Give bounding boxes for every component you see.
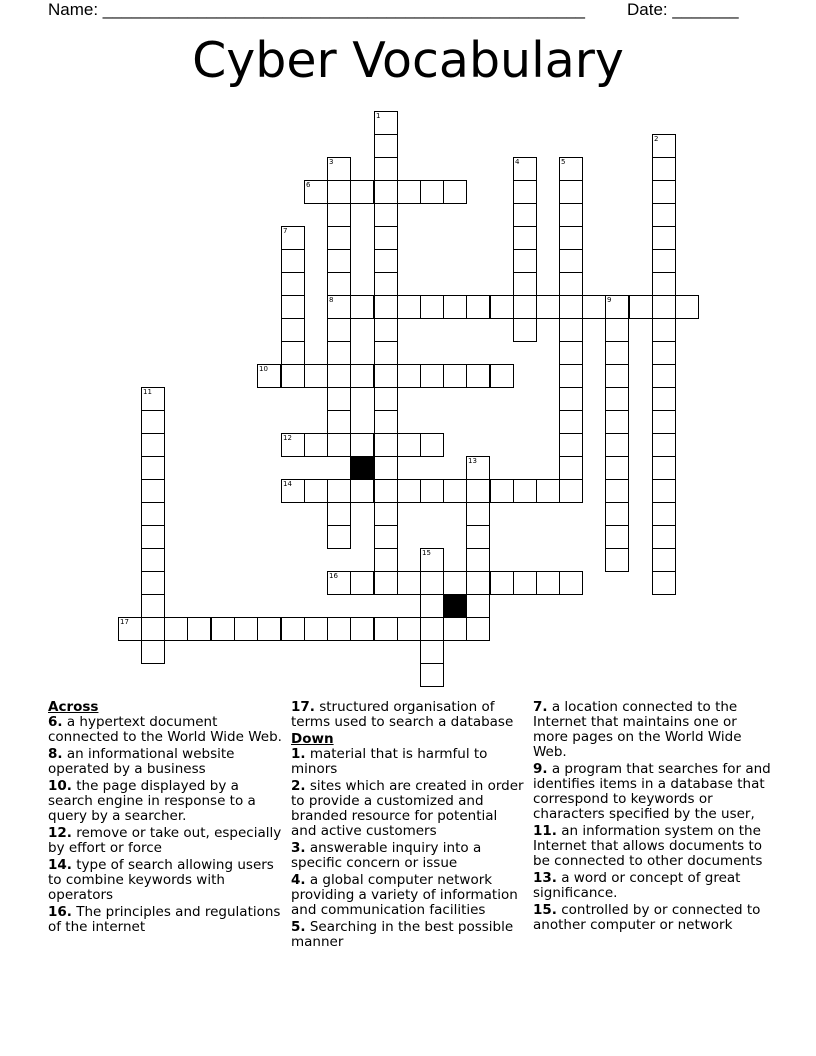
grid-cell[interactable] [374,548,398,572]
grid-cell[interactable] [513,272,537,296]
grid-cell[interactable] [582,295,606,319]
grid-cell[interactable] [420,433,444,457]
grid-cell[interactable] [257,617,281,641]
grid-cell[interactable] [652,272,676,296]
grid-cell[interactable] [281,617,305,641]
grid-cell[interactable] [350,180,374,204]
grid-cell[interactable] [420,479,444,503]
grid-cell[interactable] [281,433,305,457]
grid-cell[interactable] [327,203,351,227]
across-clue-6: 6. a hypertext document connected to the World Wide Web. [48,714,282,745]
grid-cell[interactable] [187,617,211,641]
grid-cell[interactable] [652,295,676,319]
clue-number: 10 [259,365,268,373]
grid-cell[interactable] [559,180,583,204]
grid-cell[interactable] [420,364,444,388]
across-heading: Across [48,699,99,715]
grid-cell[interactable] [281,479,305,503]
grid-cell[interactable] [652,548,676,572]
grid-cell[interactable] [605,318,629,342]
grid-cell[interactable] [374,111,398,135]
grid-cell[interactable] [374,617,398,641]
grid-cell[interactable] [327,318,351,342]
clue-number: 3 [329,158,334,166]
grid-cell[interactable] [327,341,351,365]
across-clue-8: 8. an informational website operated by a business [48,746,235,777]
grid-cell[interactable] [559,341,583,365]
grid-cell[interactable] [327,226,351,250]
grid-cell[interactable] [466,548,490,572]
grid-cell[interactable] [141,640,165,664]
clue-number: 5 [561,158,566,166]
clue-number: 6 [306,181,311,189]
grid-cell[interactable] [327,295,351,319]
grid-cell[interactable] [536,479,560,503]
grid-cell[interactable] [559,295,583,319]
grid-cell[interactable] [605,387,629,411]
grid-cell[interactable] [374,387,398,411]
grid-cell[interactable] [304,433,328,457]
grid-cell[interactable] [374,571,398,595]
grid-cell[interactable] [374,226,398,250]
grid-cell[interactable] [141,502,165,526]
grid-cell[interactable] [652,456,676,480]
grid-cell[interactable] [559,272,583,296]
across-clue-17: 17. structured organisation of terms used to search a database [291,699,514,730]
grid-cell[interactable] [350,364,374,388]
grid-cell[interactable] [397,571,421,595]
grid-cell[interactable] [536,571,560,595]
grid-cell[interactable] [374,180,398,204]
grid-cell[interactable] [536,295,560,319]
grid-cell[interactable] [559,364,583,388]
grid-cell[interactable] [327,617,351,641]
grid-cell[interactable] [350,617,374,641]
grid-cell[interactable] [374,203,398,227]
grid-cell[interactable] [466,295,490,319]
grid-cell[interactable] [652,502,676,526]
clue-number: 12 [283,434,292,442]
grid-cell[interactable] [281,364,305,388]
grid-cell[interactable] [513,226,537,250]
clue-number: 13 [468,457,477,465]
grid-cell[interactable] [281,272,305,296]
grid-cell[interactable] [164,617,188,641]
grid-cell[interactable] [374,479,398,503]
grid-cell[interactable] [652,318,676,342]
grid-cell[interactable] [141,387,165,411]
grid-cell[interactable] [327,410,351,434]
grid-cell[interactable] [652,433,676,457]
grid-cell[interactable] [605,456,629,480]
down-clue-3: 3. answerable inquiry into a specific concern or issue [291,840,482,871]
grid-cell[interactable] [652,134,676,158]
grid-cell[interactable] [234,617,258,641]
grid-cell[interactable] [652,479,676,503]
grid-cell[interactable] [559,226,583,250]
clue-number: 14 [283,480,292,488]
down-clue-15: 15. controlled by or connected to another computer or network [533,902,761,933]
clue-number: 9 [607,296,612,304]
grid-cell[interactable] [350,571,374,595]
down-clue-11: 11. an information system on the Internet that allows documents to be connected to other documents [533,823,763,869]
grid-cell[interactable] [443,295,467,319]
down-clue-5: 5. Searching in the best possible manner [291,919,514,950]
grid-cell[interactable] [466,594,490,618]
grid-cell[interactable] [605,410,629,434]
down-clue-4: 4. a global computer network providing a variety of information and communication facilities [291,872,518,918]
grid-cell[interactable] [420,548,444,572]
clue-number: 2 [654,135,659,143]
down-clue-2: 2. sites which are created in order to provide a customized and branded resource for potential and active customers [291,778,524,839]
grid-cell[interactable] [141,433,165,457]
grid-cell[interactable] [652,341,676,365]
grid-cell[interactable] [141,571,165,595]
clue-number: 7 [283,227,288,235]
grid-cell[interactable] [281,295,305,319]
clue-number: 8 [329,296,334,304]
grid-cell[interactable] [327,525,351,549]
grid-cell[interactable] [605,433,629,457]
grid-cell[interactable] [420,295,444,319]
grid-cell[interactable] [281,249,305,273]
grid-cell[interactable] [652,180,676,204]
grid-cell[interactable] [652,364,676,388]
grid-cell[interactable] [374,341,398,365]
across-clue-16: 16. The principles and regulations of the internet [48,904,281,935]
grid-cell[interactable] [605,548,629,572]
name-field[interactable]: Name: ___________________________________________________ [48,0,585,19]
across-clue-12: 12. remove or take out, especially by effort or force [48,825,282,856]
grid-cell[interactable] [513,249,537,273]
across-clue-14: 14. type of search allowing users to combine keywords with operators [48,857,274,903]
grid-cell[interactable] [652,249,676,273]
grid-cell[interactable] [397,295,421,319]
down-clue-7: 7. a location connected to the Internet that maintains one or more pages on the World Wide Web. [533,699,742,760]
grid-cell[interactable] [513,479,537,503]
grid-cell[interactable] [605,502,629,526]
grid-cell[interactable] [327,272,351,296]
clue-column-2 [291,700,526,952]
down-heading: Down [291,731,334,747]
grid-cell[interactable] [141,456,165,480]
grid-cell[interactable] [675,295,699,319]
grid-cell[interactable] [513,571,537,595]
grid-cell[interactable] [559,571,583,595]
grid-cell[interactable] [327,249,351,273]
clue-number: 11 [143,388,152,396]
grid-cell[interactable] [652,157,676,181]
grid-cell[interactable] [141,479,165,503]
grid-cell[interactable] [374,456,398,480]
grid-cell[interactable] [559,203,583,227]
grid-cell[interactable] [513,180,537,204]
clue-column-1 [48,700,283,937]
grid-cell[interactable] [466,617,490,641]
across-clue-10: 10. the page displayed by a search engine in response to a query by a searcher. [48,778,256,824]
clue-number: 15 [422,549,431,557]
grid-cell[interactable] [559,318,583,342]
grid-cell[interactable] [652,410,676,434]
grid-cell[interactable] [374,502,398,526]
grid-cell[interactable] [211,617,235,641]
grid-cell[interactable] [397,364,421,388]
grid-cell[interactable] [374,433,398,457]
grid-cell[interactable] [513,295,537,319]
grid-cell[interactable] [304,180,328,204]
grid-cell[interactable] [141,594,165,618]
grid-cell[interactable] [327,433,351,457]
grid-cell[interactable] [397,180,421,204]
grid-cell[interactable] [490,571,514,595]
grid-cell[interactable] [605,525,629,549]
grid-cell[interactable] [443,571,467,595]
grid-cell[interactable] [327,364,351,388]
grid-cell[interactable] [420,640,444,664]
grid-cell[interactable] [350,433,374,457]
grid-cell[interactable] [327,387,351,411]
grid-cell[interactable] [490,295,514,319]
grid-cell[interactable] [559,387,583,411]
grid-cell[interactable] [443,479,467,503]
grid-cell[interactable] [420,571,444,595]
grid-cell[interactable] [420,663,444,687]
grid-cell[interactable] [652,226,676,250]
grid-cell[interactable] [605,479,629,503]
grid-cell[interactable] [559,433,583,457]
grid-cell[interactable] [281,318,305,342]
black-cell [443,594,467,618]
clue-column-3 [533,700,773,935]
clue-list [0,700,816,1000]
grid-cell[interactable] [652,203,676,227]
clue-number: 16 [329,572,338,580]
grid-cell[interactable] [466,364,490,388]
grid-cell[interactable] [304,364,328,388]
grid-cell[interactable] [466,571,490,595]
grid-cell[interactable] [490,364,514,388]
grid-cell[interactable] [141,548,165,572]
grid-cell[interactable] [397,617,421,641]
grid-cell[interactable] [605,295,629,319]
grid-cell[interactable] [118,617,142,641]
grid-cell[interactable] [281,226,305,250]
grid-cell[interactable] [466,502,490,526]
grid-cell[interactable] [652,387,676,411]
grid-cell[interactable] [559,410,583,434]
grid-cell[interactable] [559,157,583,181]
grid-cell[interactable] [466,456,490,480]
grid-cell[interactable] [374,249,398,273]
down-clue-1: 1. material that is harmful to minors [291,746,488,777]
grid-cell[interactable] [350,479,374,503]
grid-cell[interactable] [443,617,467,641]
grid-cell[interactable] [559,249,583,273]
grid-cell[interactable] [374,134,398,158]
grid-cell[interactable] [559,479,583,503]
grid-cell[interactable] [559,456,583,480]
grid-cell[interactable] [141,410,165,434]
clue-number: 17 [120,618,129,626]
grid-cell[interactable] [513,157,537,181]
grid-cell[interactable] [141,617,165,641]
grid-cell[interactable] [420,617,444,641]
grid-cell[interactable] [327,571,351,595]
grid-cell[interactable] [374,295,398,319]
black-cell [350,456,374,480]
grid-cell[interactable] [327,157,351,181]
grid-cell[interactable] [652,571,676,595]
clue-number: 1 [376,112,381,120]
grid-cell[interactable] [374,525,398,549]
grid-cell[interactable] [629,295,653,319]
grid-cell[interactable] [350,295,374,319]
down-clue-9: 9. a program that searches for and identifies items in a database that correspond to keywords or characters specified by the user, [533,761,771,822]
grid-cell[interactable] [443,180,467,204]
page-title: Cyber Vocabulary [192,32,624,89]
date-field[interactable]: Date: _______ [627,0,739,19]
grid-cell[interactable] [374,318,398,342]
grid-cell[interactable] [374,364,398,388]
grid-cell[interactable] [327,502,351,526]
grid-cell[interactable] [466,479,490,503]
grid-cell[interactable] [513,318,537,342]
grid-cell[interactable] [304,479,328,503]
grid-cell[interactable] [420,594,444,618]
grid-cell[interactable] [397,479,421,503]
grid-cell[interactable] [490,479,514,503]
grid-cell[interactable] [257,364,281,388]
grid-cell[interactable] [374,272,398,296]
grid-cell[interactable] [605,341,629,365]
grid-cell[interactable] [327,479,351,503]
clue-number: 4 [515,158,520,166]
grid-cell[interactable] [443,364,467,388]
grid-cell[interactable] [605,364,629,388]
grid-cell[interactable] [281,341,305,365]
grid-cell[interactable] [304,617,328,641]
grid-cell[interactable] [141,525,165,549]
grid-cell[interactable] [513,203,537,227]
grid-cell[interactable] [374,157,398,181]
grid-cell[interactable] [327,180,351,204]
down-clue-13: 13. a word or concept of great significance. [533,870,741,901]
grid-cell[interactable] [374,410,398,434]
grid-cell[interactable] [397,433,421,457]
grid-cell[interactable] [652,525,676,549]
grid-cell[interactable] [466,525,490,549]
grid-cell[interactable] [420,180,444,204]
